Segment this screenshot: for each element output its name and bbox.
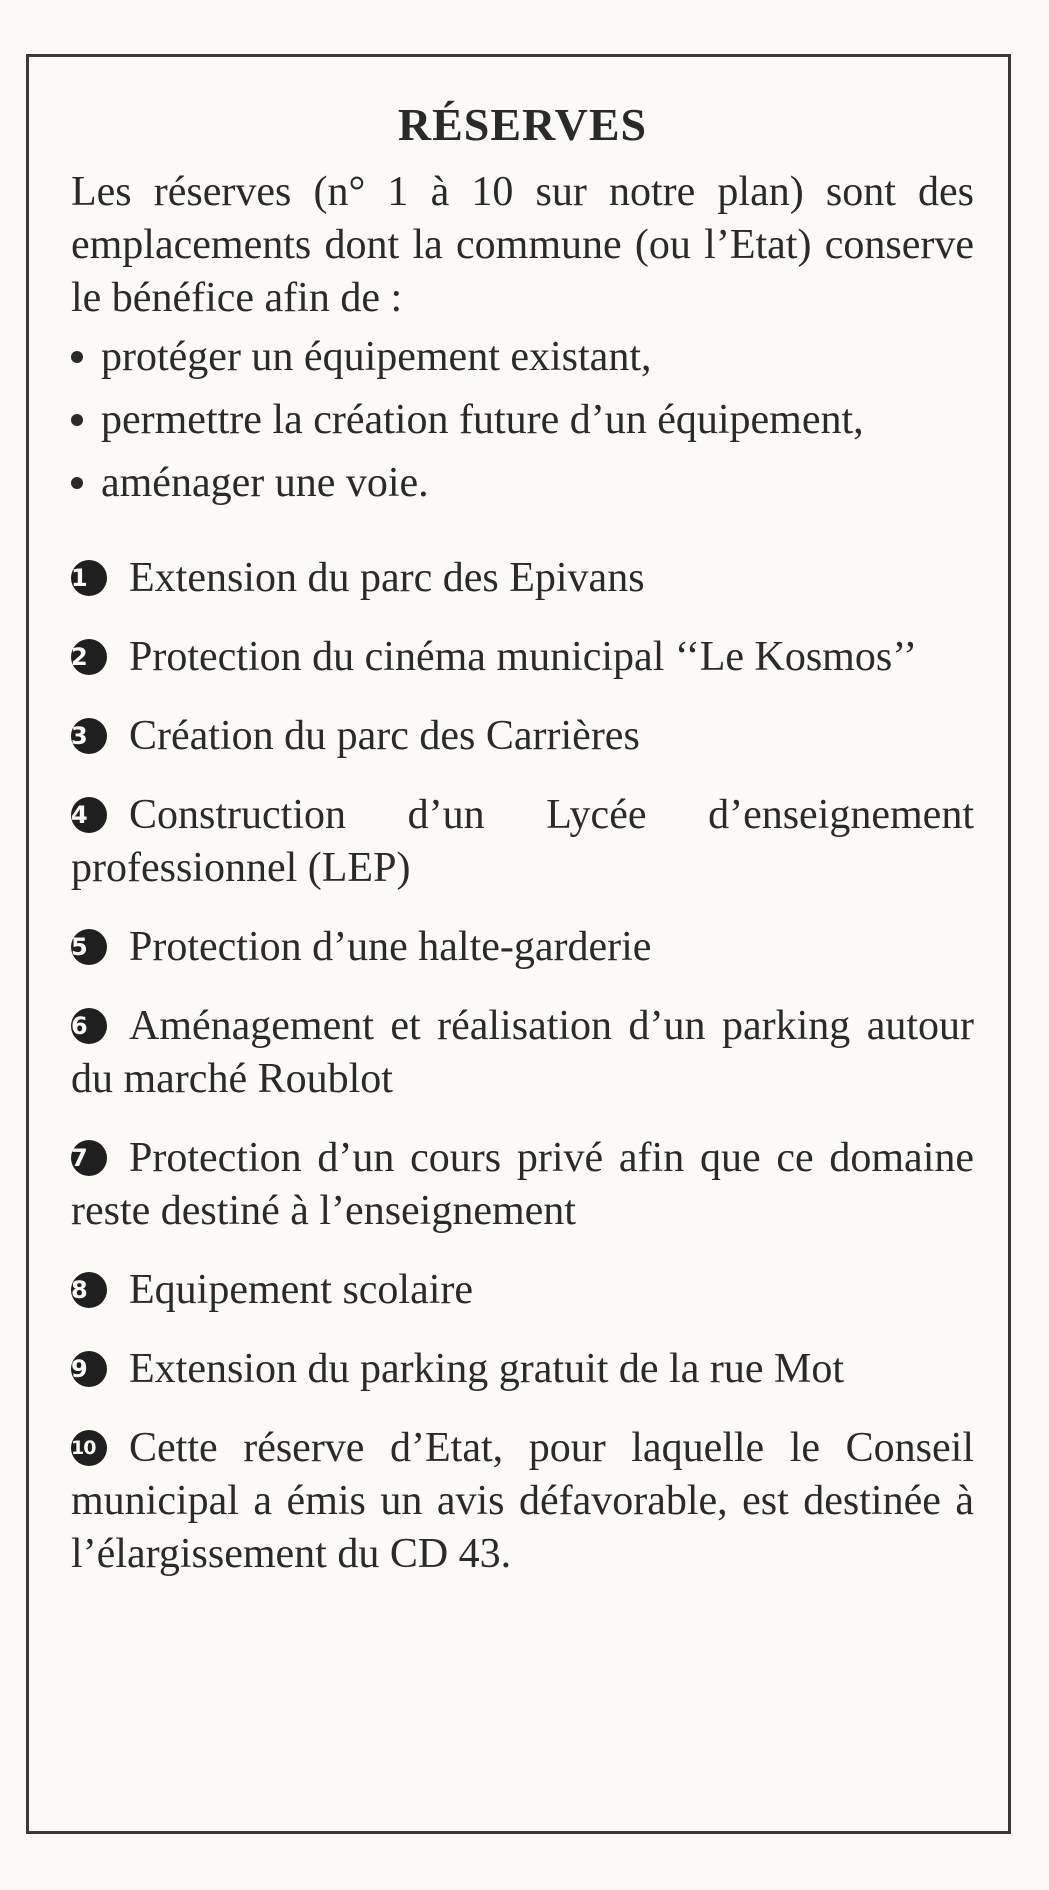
reserve-item [71, 552, 974, 605]
reserve-item [71, 1132, 974, 1238]
number-4-icon: 4 [71, 797, 107, 833]
number-9-icon: 9 [71, 1351, 107, 1387]
page-title: RÉSERVES [397, 99, 648, 150]
reserve-text: Extension du parking gratuit de la rue Mot [129, 1346, 845, 1393]
number-7-icon: 7 [71, 1140, 107, 1176]
purpose-item [71, 394, 974, 447]
purpose-item [71, 457, 974, 510]
reserves-box [26, 54, 1011, 1834]
reserve-text: Equipement scolaire [129, 1267, 474, 1314]
reserve-text: Protection du cinéma municipal ‘‘Le Kosmos’’ [129, 634, 918, 681]
intro-paragraph: Les réserves (n° 1 à 10 sur notre plan) sont des emplacements dont la commune (ou l’Etat) conserve le bénéfice afin de : [71, 169, 974, 322]
reserve-item [71, 710, 974, 763]
reserve-item [71, 631, 974, 684]
number-3-icon: 3 [71, 718, 107, 754]
number-8-icon: 8 [71, 1272, 107, 1308]
purpose-text: aménager une voie. [101, 460, 429, 507]
reserve-item [71, 1264, 974, 1317]
purpose-text: protéger un équipement existant, [101, 334, 652, 381]
reserve-text: Aménagement et réalisation d’un parking autour du marché Roublot [71, 1003, 974, 1103]
reserves-content [71, 97, 974, 1607]
reserve-item [71, 921, 974, 974]
reserve-item [71, 1000, 974, 1106]
number-5-icon: 5 [71, 929, 107, 965]
reserve-text: Extension du parc des Epivans [129, 555, 645, 602]
number-2-icon: 2 [71, 639, 107, 675]
purpose-text: permettre la création future d’un équipement, [101, 397, 864, 444]
number-10-icon: 10 [71, 1430, 107, 1466]
number-1-icon: 1 [71, 560, 107, 596]
reserve-item [71, 1422, 974, 1581]
reserve-list [71, 552, 974, 1581]
purpose-item [71, 331, 974, 384]
number-6-icon: 6 [71, 1008, 107, 1044]
reserve-item [71, 789, 974, 895]
reserve-text: Construction d’un Lycée d’enseignement professionnel (LEP) [71, 792, 974, 892]
bullet-icon [71, 477, 83, 489]
bullet-icon [71, 414, 83, 426]
reserve-text: Protection d’un cours privé afin que ce domaine reste destiné à l’enseignement [71, 1135, 974, 1235]
reserve-item [71, 1343, 974, 1396]
bullet-icon [71, 351, 83, 363]
purpose-list [71, 331, 974, 510]
reserve-text: Cette réserve d’Etat, pour laquelle le Conseil municipal a émis un avis défavorable, est destinée à l’élargissement du CD 43. [71, 1425, 974, 1578]
reserve-text: Protection d’une halte-garderie [129, 924, 652, 971]
reserve-text: Création du parc des Carrières [129, 713, 640, 760]
